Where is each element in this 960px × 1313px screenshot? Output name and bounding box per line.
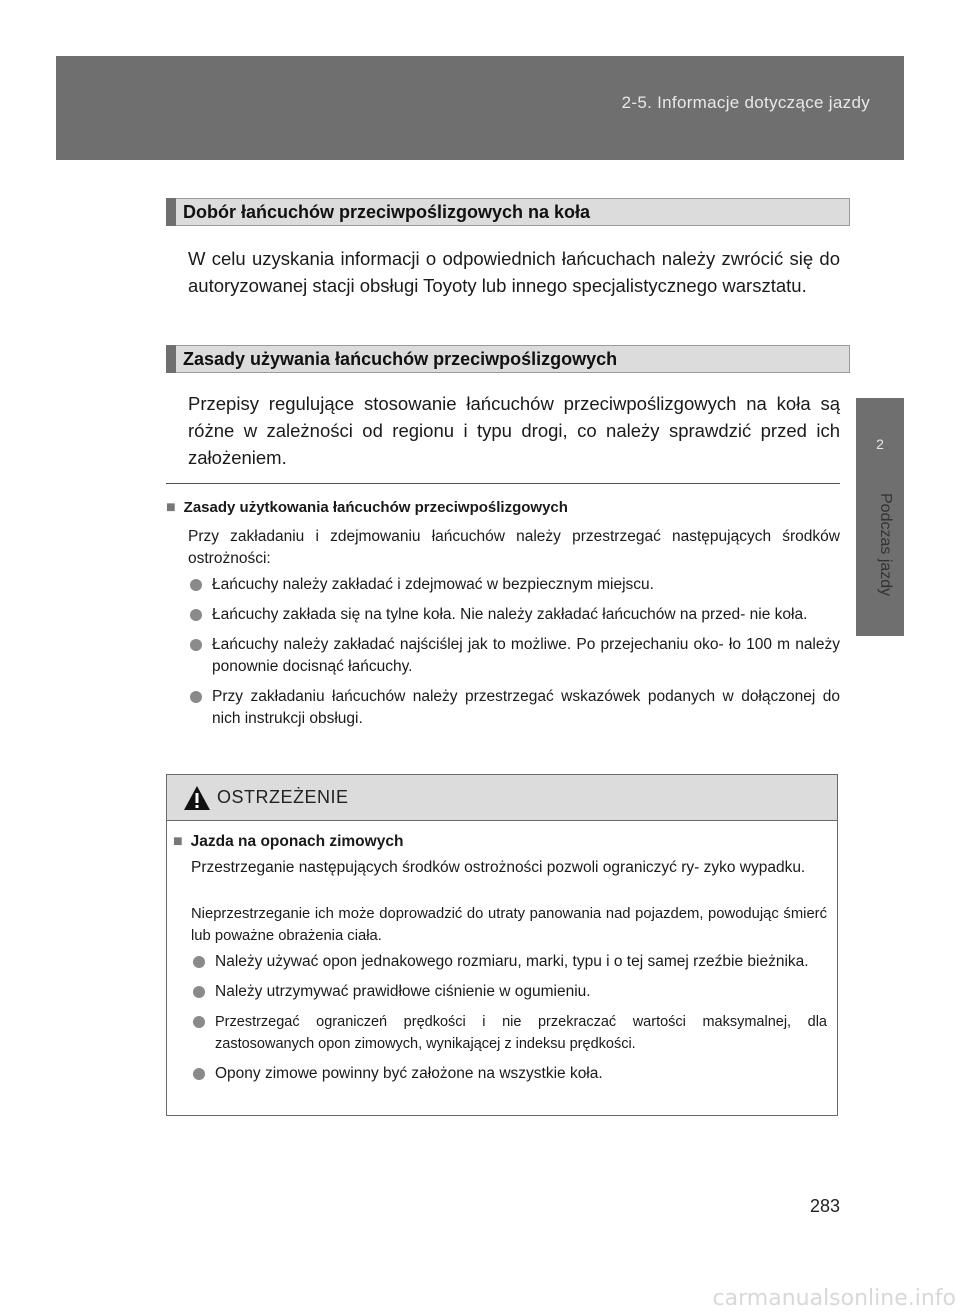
usage-intro: Przy zakładaniu i zdejmowaniu łańcuchów należy przestrzegać następujących środków ostrożności: — [188, 528, 840, 567]
list-item — [188, 686, 840, 730]
usage-heading-text: Zasady użytkowania łańcuchów przeciwpoślizgowych — [183, 499, 568, 516]
list-item-text: Należy używać opon jednakowego rozmiaru, marki, typu i o tej samej rzeźbie bieżnika. — [215, 953, 809, 970]
usage-heading — [166, 497, 846, 519]
bullet-dot-icon — [193, 956, 205, 968]
list-item-text: Należy utrzymywać prawidłowe ciśnienie w ogumieniu. — [215, 983, 591, 1000]
list-item — [188, 604, 840, 626]
list-item — [191, 951, 827, 973]
list-item-text: Opony zimowe powinny być założone na wszystkie koła. — [215, 1065, 603, 1082]
list-item — [188, 574, 840, 596]
list-item-text: Łańcuchy należy zakładać najściślej jak to możliwe. Po przejechaniu oko- ło 100 m należy ponownie docisnąć łańcuchy. — [212, 636, 840, 675]
bullet-dot-icon — [190, 691, 202, 703]
bullet-dot-icon — [193, 986, 205, 998]
warning-bullet-list — [191, 951, 827, 1093]
list-item-text: Łańcuchy zakłada się na tylne koła. Nie należy zakładać łańcuchów na przed- nie koła. — [212, 606, 808, 623]
list-item-text: Łańcuchy należy zakładać i zdejmować w bezpiecznym miejscu. — [212, 576, 654, 593]
chapter-side-label: Podczas jazdy — [877, 493, 894, 597]
divider — [166, 483, 840, 484]
section-text-chain-selection: W celu uzyskania informacji o odpowiednich łańcuchach należy zwrócić się do autoryzowanej stacji obsługi Toyoty lub innego specjalistycznego warsztatu. — [188, 248, 840, 296]
warning-title: OSTRZEŻENIE — [217, 787, 349, 807]
square-bullet-icon: ■ — [173, 833, 183, 850]
usage-bullet-list — [188, 574, 840, 738]
bullet-dot-icon — [193, 1016, 205, 1028]
header-bar — [56, 56, 904, 160]
list-item — [191, 981, 827, 1003]
bullet-dot-icon — [190, 579, 202, 591]
warning-heading — [173, 831, 403, 853]
warning-box — [166, 774, 838, 1116]
warning-triangle-icon — [183, 785, 211, 811]
list-item — [191, 1063, 827, 1085]
square-bullet-icon: ■ — [166, 499, 176, 516]
section-heading-chain-selection: Dobór łańcuchów przeciwpoślizgowych na koła — [166, 198, 850, 226]
bullet-dot-icon — [190, 639, 202, 651]
section-text-chain-rules: Przepisy regulujące stosowanie łańcuchów przeciwpoślizgowych na koła są różne w zależności od regionu i typu drogi, co należy sprawdzić przed ich założeniem. — [188, 393, 840, 468]
warning-header — [167, 775, 837, 821]
list-item — [191, 1011, 827, 1055]
bullet-dot-icon — [190, 609, 202, 621]
warning-para-2: Nieprzestrzeganie ich może doprowadzić do utraty panowania nad pojazdem, powodując śmierć lub poważne obrażenia ciała. — [191, 906, 827, 944]
chapter-number: 2 — [876, 436, 884, 452]
bullet-dot-icon — [193, 1068, 205, 1080]
chapter-title: 2-5. Informacje dotyczące jazdy — [621, 93, 870, 112]
warning-para-1: Przestrzeganie następujących środków ostrożności pozwoli ograniczyć ry- zyko wypadku. — [191, 859, 806, 876]
section-heading-chain-rules: Zasady używania łańcuchów przeciwpoślizgowych — [166, 345, 850, 373]
list-item-text: Przestrzegać ograniczeń prędkości i nie przekraczać wartości maksymalnej, dla zastosowanych opon zimowych, wynikającej z indeksu prędkości. — [215, 1014, 827, 1052]
list-item — [188, 634, 840, 678]
page-number: 283 — [809, 1196, 840, 1216]
list-item-text: Przy zakładaniu łańcuchów należy przestrzegać wskazówek podanych w dołączonej do nich instrukcji obsługi. — [212, 688, 840, 727]
watermark: carmanualsonline.info — [712, 1286, 956, 1311]
warning-heading-text: Jazda na oponach zimowych — [190, 833, 404, 850]
